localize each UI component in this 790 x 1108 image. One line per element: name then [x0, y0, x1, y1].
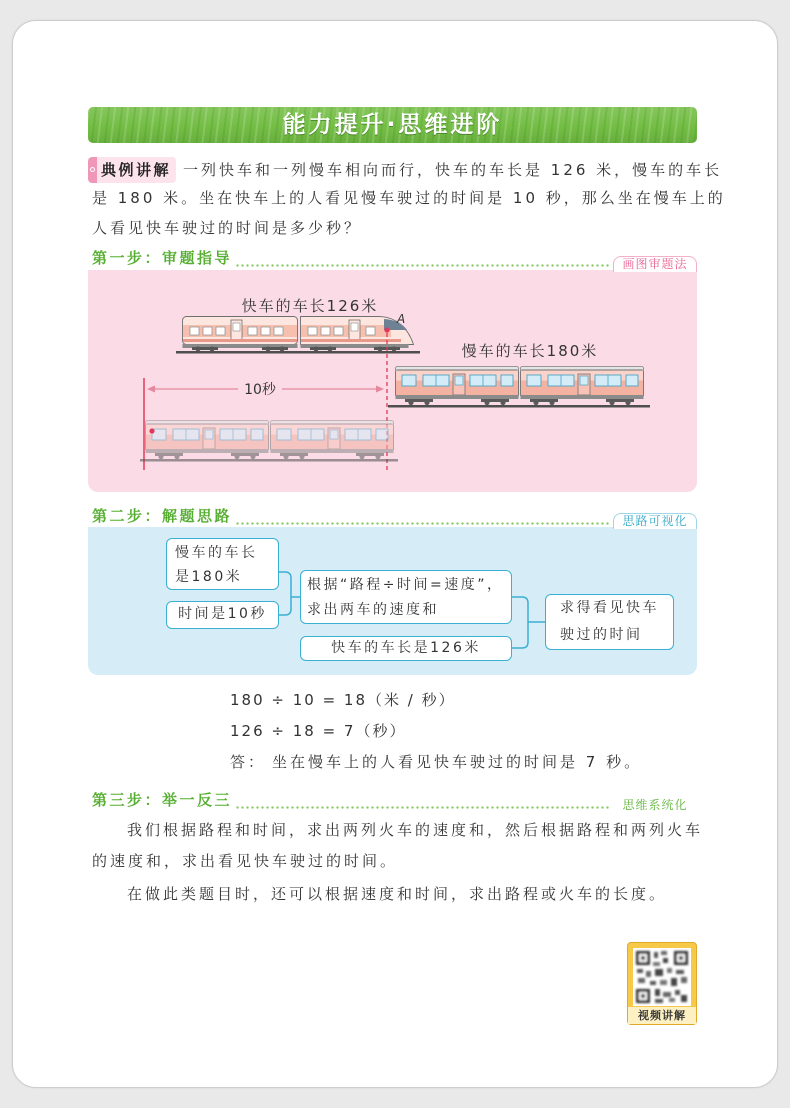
calc-line: 180 ÷ 10 = 18（米 / 秒） [230, 691, 456, 709]
flow-text: 快车的车长是126米 [331, 640, 481, 656]
problem-line: 是 180 米。坐在快车上的人看见慢车驶过的时间是 10 秒，那么坐在慢车上的 [92, 189, 726, 207]
calc-line: 126 ÷ 18 = 7（秒） [230, 722, 407, 740]
problem-line: 人看见快车驶过的时间是多少秒？ [92, 219, 363, 237]
flow-box-result [545, 594, 674, 650]
flow-text: 时间是10秒 [178, 606, 267, 622]
point-a-label: A [397, 312, 406, 326]
problem-line: 一列快车和一列慢车相向而行，快车的车长是 126 米，慢车的车长 [183, 161, 723, 179]
flow-text: 慢车的车长 [175, 545, 258, 561]
flow-box-fast-length [300, 636, 512, 661]
fast-train [183, 317, 414, 352]
banner-title: 能力提升·思维进阶 [282, 112, 503, 138]
connector-inputs [279, 572, 300, 615]
flow-box-time [166, 601, 279, 629]
moved-train-car [146, 421, 269, 460]
time-label: 10秒 [244, 382, 276, 398]
train-diagram [88, 270, 697, 492]
answer-label: 答： [230, 753, 267, 771]
section-banner [88, 107, 697, 143]
moved-train-car [271, 421, 394, 460]
slow-train-car [521, 367, 644, 406]
flow-box-slow-length [166, 538, 279, 590]
step3-title: 第三步：举一反三 [92, 791, 233, 809]
step3-dotted-rule [236, 806, 610, 809]
step1-title: 第一步：审题指导 [92, 249, 233, 267]
example-tag [88, 157, 176, 183]
qr-label: 视频讲解 [628, 1007, 696, 1024]
flow-text: 根据“路程÷时间=速度”， [307, 577, 504, 593]
summary-line: 的速度和，求出看见快车驶过的时间。 [92, 852, 399, 870]
bullet-icon [90, 167, 95, 172]
step1-dotted-rule [236, 264, 610, 267]
summary-line: 我们根据路程和时间，求出两列火车的速度和，然后根据路程和两列火车 [127, 821, 704, 839]
fast-train-car [183, 317, 298, 352]
slow-train [396, 367, 644, 406]
example-tag-label: 典例讲解 [101, 161, 172, 179]
fast-track [176, 351, 420, 354]
connector-result [512, 597, 545, 648]
qr-code-icon [633, 948, 691, 1006]
step2-title: 第二步：解题思路 [92, 507, 233, 525]
step1-tag: 画图审题法 [613, 256, 697, 272]
moved-train-marker [149, 428, 154, 433]
point-a-marker [384, 327, 389, 332]
step3-tag: 思维系统化 [613, 797, 697, 813]
flow-text: 求得看见快车 [560, 600, 659, 616]
flow-box-speed-sum [300, 570, 512, 624]
flow-text: 驶过的时间 [560, 627, 643, 643]
moved-track [140, 459, 398, 462]
summary-line: 在做此类题目时，还可以根据速度和时间，求出路程或火车的长度。 [127, 885, 668, 903]
step2-tag: 思路可视化 [613, 513, 697, 529]
tag-cap [88, 157, 97, 183]
step2-dotted-rule [236, 522, 610, 525]
flow-text: 求出两车的速度和 [307, 602, 439, 618]
slow-track [388, 405, 650, 408]
slow-train-label: 慢车的车长180米 [461, 342, 599, 360]
slow-train-car [396, 367, 519, 406]
answer-text: 坐在慢车上的人看见快车驶过的时间是 7 秒。 [272, 753, 643, 771]
flow-text: 是180米 [175, 569, 243, 585]
moved-slow-train [140, 421, 398, 462]
qr-block [627, 942, 697, 1025]
fast-train-label: 快车的车长126米 [241, 297, 379, 315]
